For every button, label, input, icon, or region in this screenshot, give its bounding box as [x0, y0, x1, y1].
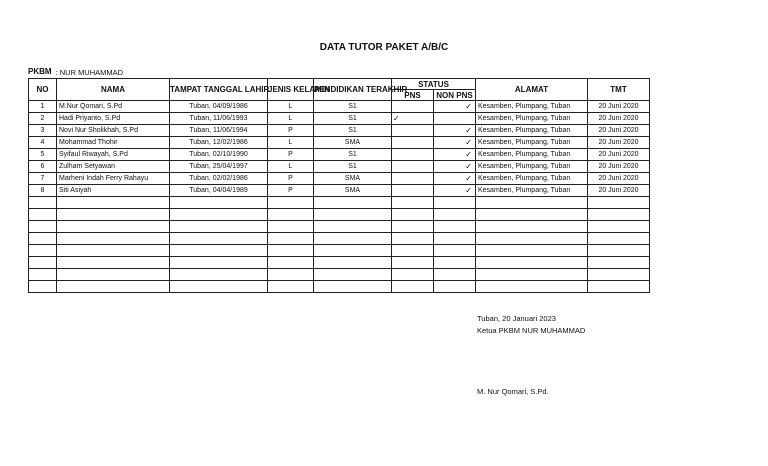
cell-pend: S1 [314, 125, 392, 137]
cell-alamat: Kesamben, Plumpang, Tuban [476, 173, 588, 185]
empty-cell [314, 269, 392, 281]
empty-cell [314, 197, 392, 209]
empty-cell [392, 221, 434, 233]
empty-cell [434, 269, 476, 281]
cell-nama: Zulham Setyawan [57, 161, 170, 173]
cell-pend: S1 [314, 161, 392, 173]
cell-ttl: Tuban, 12/02/1986 [170, 137, 268, 149]
empty-cell [476, 197, 588, 209]
cell-tmt: 20 Juni 2020 [588, 113, 650, 125]
empty-cell [434, 281, 476, 293]
cell-nama: Hadi Priyanto, S.Pd [57, 113, 170, 125]
empty-cell [434, 233, 476, 245]
header-alamat: ALAMAT [476, 79, 588, 101]
cell-nonpns: ✓ [434, 161, 476, 173]
header-non-pns: NON PNS [434, 90, 476, 101]
table-row [29, 113, 650, 125]
cell-tmt: 20 Juni 2020 [588, 149, 650, 161]
cell-tmt: 20 Juni 2020 [588, 185, 650, 197]
cell-jk: L [268, 101, 314, 113]
empty-cell [170, 245, 268, 257]
header-nama: NAMA [57, 79, 170, 101]
empty-cell [268, 269, 314, 281]
cell-no: 1 [29, 101, 57, 113]
cell-tmt: 20 Juni 2020 [588, 125, 650, 137]
cell-jk: P [268, 149, 314, 161]
cell-no: 8 [29, 185, 57, 197]
cell-alamat: Kesamben, Plumpang, Tuban [476, 185, 588, 197]
header-status: STATUS [392, 79, 476, 90]
empty-cell [588, 197, 650, 209]
cell-tmt: 20 Juni 2020 [588, 101, 650, 113]
empty-cell [29, 233, 57, 245]
empty-cell [268, 257, 314, 269]
empty-cell [314, 281, 392, 293]
empty-cell [29, 257, 57, 269]
cell-no: 7 [29, 173, 57, 185]
header-pns: PNS [392, 90, 434, 101]
empty-row [29, 197, 650, 209]
empty-cell [476, 245, 588, 257]
cell-tmt: 20 Juni 2020 [588, 137, 650, 149]
cell-nama: Marheni Indah Ferry Rahayu [57, 173, 170, 185]
empty-cell [434, 245, 476, 257]
empty-row [29, 281, 650, 293]
cell-nama: Siti Asiyah [57, 185, 170, 197]
empty-row [29, 245, 650, 257]
table-row [29, 173, 650, 185]
table-row [29, 149, 650, 161]
cell-pend: S1 [314, 101, 392, 113]
cell-jk: L [268, 137, 314, 149]
table-row [29, 161, 650, 173]
cell-nama: Mohammad Thohir [57, 137, 170, 149]
empty-cell [57, 245, 170, 257]
empty-cell [170, 257, 268, 269]
empty-cell [434, 221, 476, 233]
empty-cell [314, 209, 392, 221]
table-body [29, 101, 650, 293]
table-row [29, 185, 650, 197]
empty-cell [268, 281, 314, 293]
empty-cell [392, 257, 434, 269]
empty-cell [170, 209, 268, 221]
cell-nama: Novi Nur Sholikhah, S.Pd [57, 125, 170, 137]
cell-ttl: Tuban, 04/04/1989 [170, 185, 268, 197]
header-no: NO [29, 79, 57, 101]
cell-pend: SMA [314, 137, 392, 149]
cell-jk: L [268, 161, 314, 173]
cell-tmt: 20 Juni 2020 [588, 173, 650, 185]
pkbm-value: : NUR MUHAMMAD [55, 68, 124, 77]
empty-cell [588, 245, 650, 257]
empty-cell [588, 269, 650, 281]
empty-cell [57, 257, 170, 269]
cell-no: 5 [29, 149, 57, 161]
cell-alamat: Kesamben, Plumpang, Tuban [476, 161, 588, 173]
cell-ttl: Tuban, 02/02/1986 [170, 173, 268, 185]
empty-cell [476, 281, 588, 293]
signature-place-date: Tuban, 20 Januari 2023 [477, 314, 556, 323]
empty-cell [268, 221, 314, 233]
empty-cell [476, 221, 588, 233]
signature-position: Ketua PKBM NUR MUHAMMAD [477, 326, 586, 335]
cell-pns [392, 185, 434, 197]
empty-cell [29, 209, 57, 221]
empty-row [29, 257, 650, 269]
empty-cell [268, 233, 314, 245]
cell-pns [392, 137, 434, 149]
cell-nonpns [434, 113, 476, 125]
empty-cell [268, 209, 314, 221]
cell-jk: P [268, 185, 314, 197]
empty-cell [588, 233, 650, 245]
empty-cell [268, 245, 314, 257]
empty-cell [392, 209, 434, 221]
cell-pns: ✓ [392, 113, 434, 125]
tutor-table [28, 78, 650, 293]
empty-cell [314, 233, 392, 245]
cell-pend: SMA [314, 173, 392, 185]
header-jenis-kelamin: JENIS KELAMIN [268, 79, 314, 101]
empty-cell [29, 221, 57, 233]
empty-cell [57, 197, 170, 209]
empty-cell [476, 233, 588, 245]
empty-cell [57, 269, 170, 281]
cell-alamat: Kesamben, Plumpang, Tuban [476, 125, 588, 137]
empty-cell [314, 257, 392, 269]
cell-ttl: Tuban, 04/09/1986 [170, 101, 268, 113]
cell-no: 6 [29, 161, 57, 173]
empty-row [29, 269, 650, 281]
table-row [29, 137, 650, 149]
signature-name: M. Nur Qomari, S.Pd. [477, 387, 549, 396]
cell-pns [392, 101, 434, 113]
cell-jk: P [268, 125, 314, 137]
header-tmt: TMT [588, 79, 650, 101]
empty-cell [476, 209, 588, 221]
empty-cell [392, 269, 434, 281]
page-title: DATA TUTOR PAKET A/B/C [319, 42, 449, 53]
cell-alamat: Kesamben, Plumpang, Tuban [476, 149, 588, 161]
empty-cell [57, 209, 170, 221]
pkbm-label: PKBM [28, 67, 52, 76]
cell-alamat: Kesamben, Plumpang, Tuban [476, 101, 588, 113]
cell-pend: SMA [314, 185, 392, 197]
empty-cell [476, 269, 588, 281]
empty-cell [588, 221, 650, 233]
cell-jk: P [268, 173, 314, 185]
cell-no: 3 [29, 125, 57, 137]
cell-pns [392, 161, 434, 173]
empty-cell [314, 221, 392, 233]
empty-cell [314, 245, 392, 257]
cell-jk: L [268, 113, 314, 125]
cell-ttl: Tuban, 11/06/1994 [170, 125, 268, 137]
empty-cell [29, 281, 57, 293]
cell-nama: Syifaul Riwayah, S.Pd [57, 149, 170, 161]
empty-cell [392, 245, 434, 257]
empty-cell [434, 257, 476, 269]
cell-ttl: Tuban, 25/04/1997 [170, 161, 268, 173]
empty-cell [57, 221, 170, 233]
empty-cell [170, 233, 268, 245]
empty-cell [170, 269, 268, 281]
cell-alamat: Kesamben, Plumpang, Tuban [476, 137, 588, 149]
cell-nonpns: ✓ [434, 185, 476, 197]
cell-nonpns: ✓ [434, 149, 476, 161]
cell-nonpns: ✓ [434, 173, 476, 185]
cell-nonpns: ✓ [434, 125, 476, 137]
empty-row [29, 233, 650, 245]
cell-ttl: Tuban, 02/10/1990 [170, 149, 268, 161]
table-row [29, 101, 650, 113]
cell-alamat: Kesamben, Plumpang, Tuban [476, 113, 588, 125]
cell-ttl: Tuban, 11/06/1993 [170, 113, 268, 125]
cell-nonpns: ✓ [434, 137, 476, 149]
empty-cell [170, 221, 268, 233]
cell-no: 2 [29, 113, 57, 125]
empty-cell [57, 281, 170, 293]
cell-tmt: 20 Juni 2020 [588, 161, 650, 173]
cell-no: 4 [29, 137, 57, 149]
cell-nonpns: ✓ [434, 101, 476, 113]
empty-cell [392, 233, 434, 245]
header-pendidikan: PENDIDIKAN TERAKHIR [314, 79, 392, 101]
empty-cell [588, 257, 650, 269]
empty-cell [392, 197, 434, 209]
empty-cell [434, 209, 476, 221]
table-row [29, 125, 650, 137]
cell-pend: S1 [314, 113, 392, 125]
cell-nama: M.Nur Qomari, S.Pd [57, 101, 170, 113]
empty-cell [588, 281, 650, 293]
empty-row [29, 221, 650, 233]
empty-row [29, 209, 650, 221]
empty-cell [476, 257, 588, 269]
cell-pns [392, 149, 434, 161]
empty-cell [392, 281, 434, 293]
empty-cell [170, 281, 268, 293]
cell-pns [392, 173, 434, 185]
empty-cell [588, 209, 650, 221]
cell-pns [392, 125, 434, 137]
cell-pend: S1 [314, 149, 392, 161]
empty-cell [57, 233, 170, 245]
empty-cell [29, 245, 57, 257]
empty-cell [29, 269, 57, 281]
empty-cell [29, 197, 57, 209]
empty-cell [170, 197, 268, 209]
empty-cell [434, 197, 476, 209]
pkbm-info [28, 67, 123, 76]
empty-cell [268, 197, 314, 209]
header-ttl: TAMPAT TANGGAL LAHIR [170, 79, 268, 101]
